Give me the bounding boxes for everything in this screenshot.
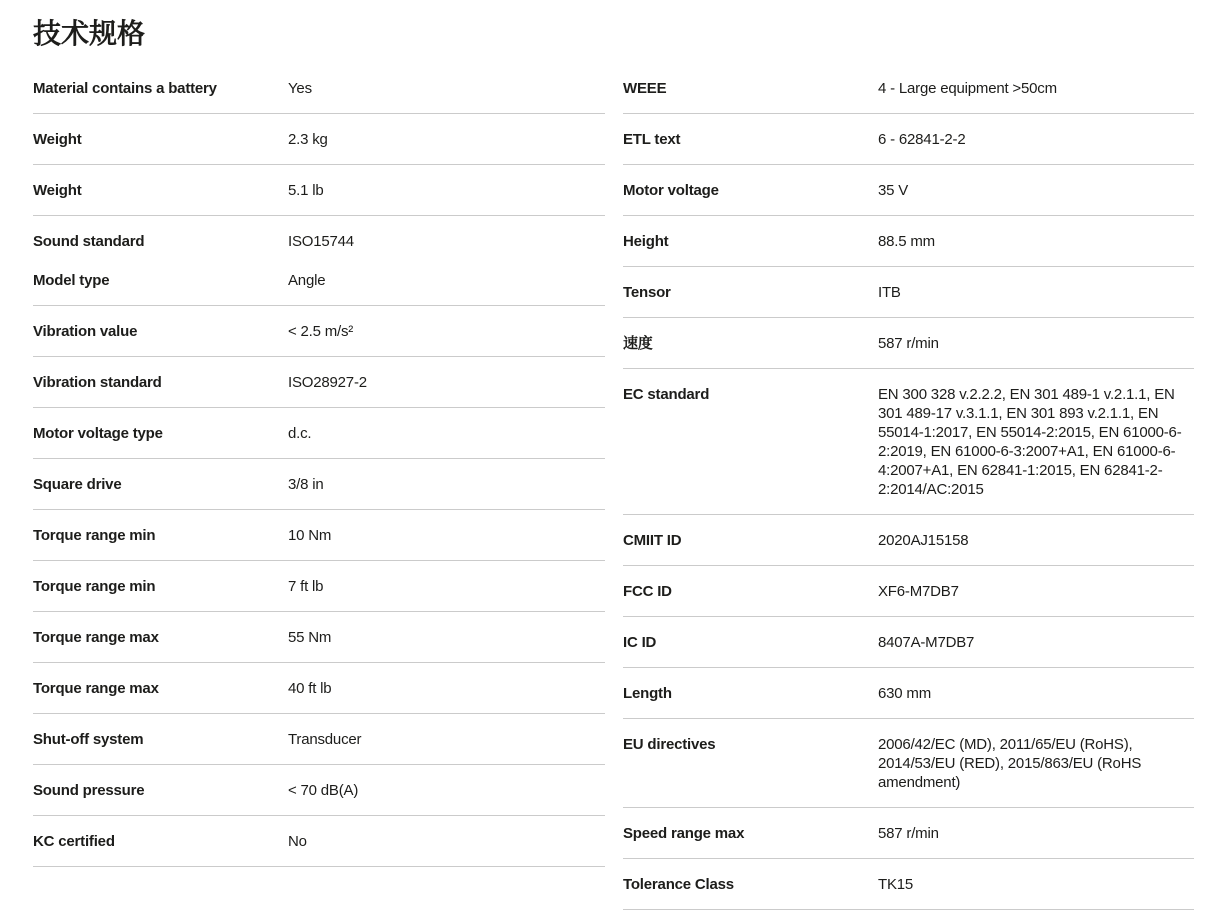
spec-label: Height: [623, 233, 669, 250]
spec-pair: [33, 526, 605, 545]
spec-row: [623, 63, 1194, 114]
spec-pair: [623, 531, 1194, 550]
spec-pair: [33, 373, 605, 392]
spec-row: [623, 165, 1194, 216]
spec-pair: [33, 679, 605, 698]
spec-label: EC standard: [623, 386, 710, 403]
spec-row: [623, 719, 1194, 808]
spec-value: 2006/42/EC (MD), 2011/65/EU (RoHS), 2014/53/EU (RED), 2015/863/EU (RoHS amendment): [878, 736, 1142, 791]
spec-pair: [623, 875, 1194, 894]
spec-label: Tolerance Class: [623, 876, 734, 893]
spec-value: < 2.5 m/s²: [288, 323, 354, 340]
spec-pair: [33, 79, 605, 98]
spec-label: EU directives: [623, 736, 716, 753]
spec-label: Tensor: [623, 284, 671, 301]
spec-columns: [33, 63, 1194, 910]
spec-row: [33, 357, 605, 408]
spec-row: [33, 612, 605, 663]
spec-pair: [33, 475, 605, 494]
spec-row: [33, 510, 605, 561]
spec-row: [33, 561, 605, 612]
spec-value: Transducer: [288, 731, 362, 748]
spec-label: Vibration standard: [33, 374, 162, 391]
spec-label: Material contains a battery: [33, 80, 217, 97]
spec-value: 2.3 kg: [288, 131, 328, 148]
spec-row: [33, 306, 605, 357]
spec-pair: [33, 130, 605, 149]
spec-value: d.c.: [288, 425, 312, 442]
spec-label: Length: [623, 685, 672, 702]
spec-pair: [33, 781, 605, 800]
spec-value: 630 mm: [878, 685, 931, 702]
spec-label: CMIIT ID: [623, 532, 682, 549]
spec-value: 4 - Large equipment >50cm: [878, 80, 1057, 97]
spec-row: [623, 808, 1194, 859]
spec-pair: [33, 181, 605, 200]
spec-value: ITB: [878, 284, 901, 301]
spec-value: TK15: [878, 876, 914, 893]
spec-label: Sound standard: [33, 233, 145, 250]
spec-label: Motor voltage: [623, 182, 719, 199]
spec-label: Torque range max: [33, 629, 159, 646]
spec-row: [623, 216, 1194, 267]
spec-value: ISO15744: [288, 233, 354, 250]
spec-column-left: [33, 63, 605, 867]
spec-label: 速度: [623, 335, 653, 352]
spec-label: ETL text: [623, 131, 681, 148]
spec-column-right: [623, 63, 1194, 910]
spec-value: 7 ft lb: [288, 578, 324, 595]
spec-pair: [623, 181, 1194, 200]
spec-pair: [33, 232, 605, 251]
spec-value: Yes: [288, 80, 312, 97]
spec-value: 587 r/min: [878, 825, 939, 842]
spec-value: 8407A-M7DB7: [878, 634, 975, 651]
spec-label: Torque range min: [33, 527, 156, 544]
spec-value: 587 r/min: [878, 335, 939, 352]
spec-row: [33, 816, 605, 867]
spec-value: < 70 dB(A): [288, 782, 359, 799]
spec-value: 2020AJ15158: [878, 532, 969, 549]
page-title: 技术规格: [33, 18, 146, 49]
spec-label: Square drive: [33, 476, 122, 493]
spec-pair: [33, 832, 605, 851]
spec-value: No: [288, 833, 307, 850]
spec-pair: [623, 633, 1194, 652]
spec-pair: [33, 322, 605, 341]
spec-pair: [623, 334, 1194, 353]
spec-pair: [33, 730, 605, 749]
spec-label: Weight: [33, 182, 82, 199]
spec-row: [33, 663, 605, 714]
spec-row: [623, 515, 1194, 566]
spec-pair: [623, 684, 1194, 703]
spec-pair: [623, 735, 1194, 792]
spec-row: [33, 216, 605, 306]
spec-row: [33, 408, 605, 459]
spec-row: [623, 369, 1194, 515]
spec-value: XF6-M7DB7: [878, 583, 959, 600]
spec-row: [623, 668, 1194, 719]
spec-pair: [623, 582, 1194, 601]
spec-label: Torque range min: [33, 578, 156, 595]
spec-row: [33, 765, 605, 816]
spec-row: [623, 617, 1194, 668]
spec-label: Model type: [33, 272, 110, 289]
spec-value: Angle: [288, 272, 326, 289]
spec-value: 35 V: [878, 182, 909, 199]
spec-label: Weight: [33, 131, 82, 148]
spec-label: WEEE: [623, 80, 667, 97]
spec-label: Torque range max: [33, 680, 159, 697]
spec-label: Speed range max: [623, 825, 745, 842]
spec-pair: [623, 130, 1194, 149]
spec-pair: [623, 385, 1194, 499]
spec-row: [623, 318, 1194, 369]
spec-label: FCC ID: [623, 583, 672, 600]
spec-row: [623, 859, 1194, 910]
spec-row: [623, 114, 1194, 165]
spec-value: 55 Nm: [288, 629, 332, 646]
spec-value: 40 ft lb: [288, 680, 332, 697]
spec-row: [33, 63, 605, 114]
spec-value: EN 300 328 v.2.2.2, EN 301 489-1 v.2.1.1, EN 301 489-17 v.3.1.1, EN 301 893 v.2.1.1, EN 55014-1:2017, EN 55014-2:2015, EN 61000-6-2:2019, EN 61000-6-3:2007+A1, EN 61000-6-4:2007+A1, EN 62841-1:2015, EN 62841-2-2:2014/AC:2015: [878, 386, 1182, 498]
spec-pair: [33, 628, 605, 647]
spec-value: 6 - 62841-2-2: [878, 131, 966, 148]
spec-pair: [623, 283, 1194, 302]
spec-pair: [623, 79, 1194, 98]
spec-value: ISO28927-2: [288, 374, 367, 391]
spec-label: Motor voltage type: [33, 425, 163, 442]
spec-label: Shut-off system: [33, 731, 144, 748]
spec-label: Sound pressure: [33, 782, 145, 799]
spec-row: [33, 714, 605, 765]
spec-pair: [33, 577, 605, 596]
spec-row: [33, 459, 605, 510]
spec-row: [623, 566, 1194, 617]
spec-pair: [33, 271, 605, 290]
spec-value: 5.1 lb: [288, 182, 324, 199]
spec-row: [33, 114, 605, 165]
spec-value: 10 Nm: [288, 527, 332, 544]
spec-label: Vibration value: [33, 323, 138, 340]
spec-label: KC certified: [33, 833, 115, 850]
spec-value: 3/8 in: [288, 476, 324, 493]
spec-label: IC ID: [623, 634, 657, 651]
spec-row: [623, 267, 1194, 318]
spec-value: 88.5 mm: [878, 233, 935, 250]
spec-pair: [33, 424, 605, 443]
spec-row: [33, 165, 605, 216]
spec-pair: [623, 824, 1194, 843]
spec-pair: [623, 232, 1194, 251]
